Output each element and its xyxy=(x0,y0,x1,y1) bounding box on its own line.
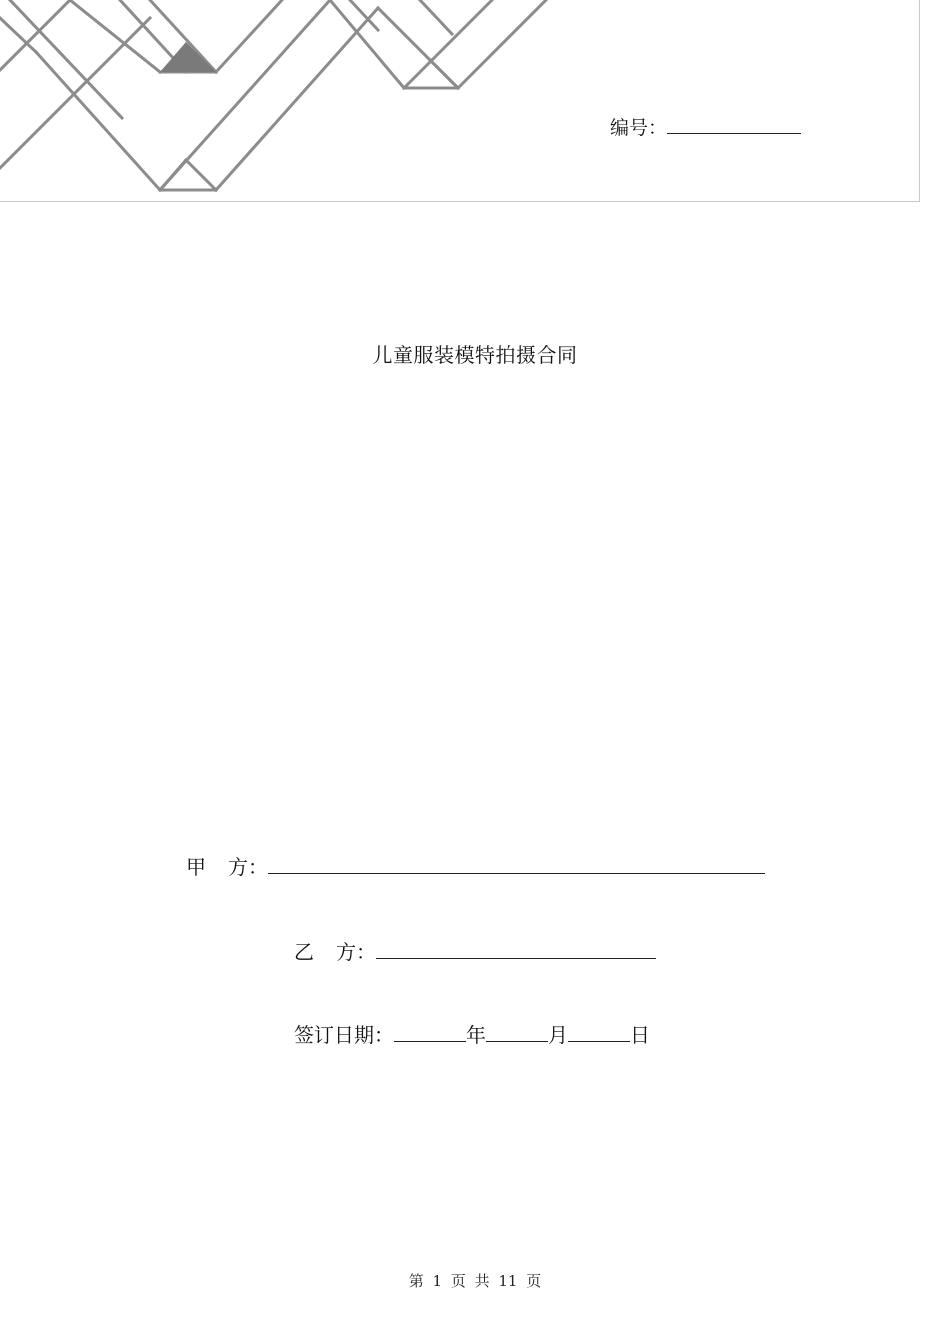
year-char: 年 xyxy=(466,1023,486,1047)
party-b-field xyxy=(294,936,656,965)
party-a-label-2: 方： xyxy=(228,855,268,879)
party-b-label-2: 方： xyxy=(336,940,376,964)
month-char: 月 xyxy=(548,1023,568,1047)
party-a-blank[interactable] xyxy=(268,855,765,874)
filled-triangle-accent xyxy=(160,42,216,72)
sign-day-blank[interactable] xyxy=(568,1023,630,1042)
party-b-blank[interactable] xyxy=(376,940,656,959)
decorative-zigzag-pattern xyxy=(0,0,920,202)
document-title: 儿童服装模特拍摄合同 xyxy=(372,343,578,367)
party-b-label-1: 乙 xyxy=(294,940,314,964)
sign-date-field xyxy=(294,1019,650,1048)
day-char: 日 xyxy=(630,1023,650,1047)
cover-header-band xyxy=(0,0,920,202)
serial-number-field xyxy=(610,113,801,140)
sign-date-label: 签订日期： xyxy=(294,1023,394,1047)
sign-month-blank[interactable] xyxy=(486,1023,548,1042)
party-a-field xyxy=(186,851,765,880)
serial-number-blank[interactable] xyxy=(667,115,801,134)
page-footer: 第 1 页 共 11 页 xyxy=(408,1272,542,1290)
serial-number-label: 编号： xyxy=(610,117,668,139)
party-a-label-1: 甲 xyxy=(186,855,206,879)
sign-year-blank[interactable] xyxy=(394,1023,466,1042)
